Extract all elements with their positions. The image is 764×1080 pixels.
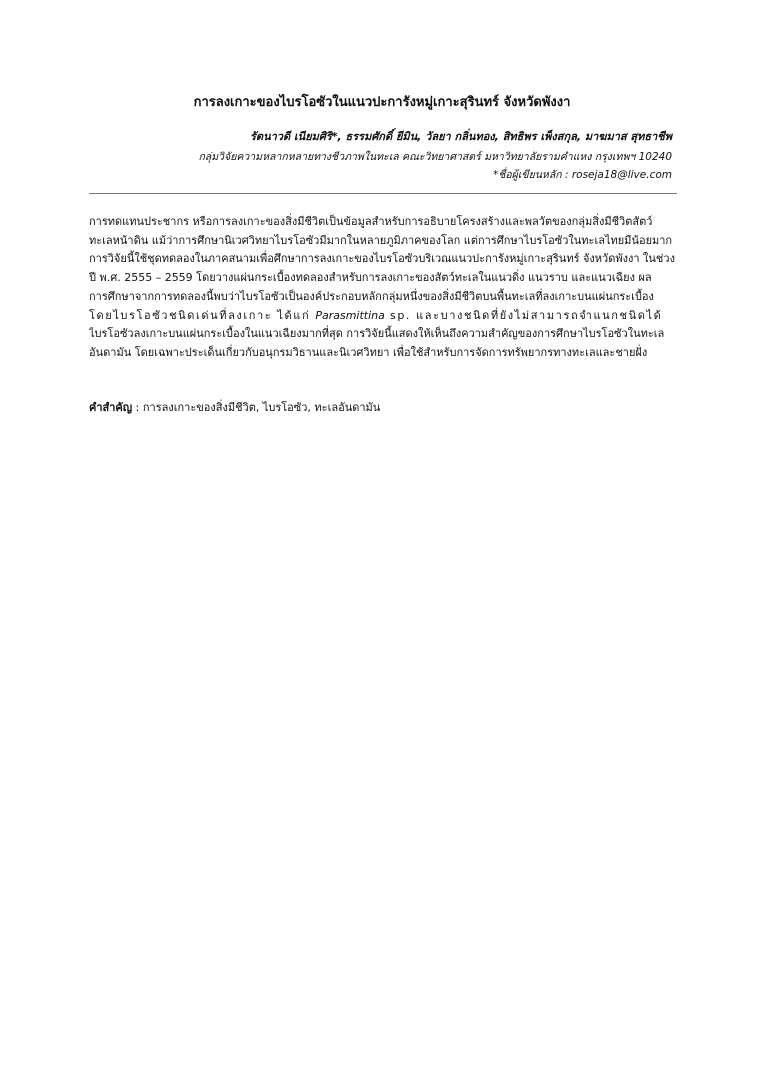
paper-title: การลงเกาะของไบรโอซัวในแนวปะการังหมู่เกาะสุรินทร์ จังหวัดพังงา: [193, 95, 571, 110]
abstract-line-species: [89, 307, 679, 326]
keywords-text: การลงเกาะของสิ่งมีชีวิต, ไบรโอซัว, ทะเลอันดามัน: [142, 401, 381, 414]
author-list: รัตนาวดี เนียมศิริ*, ธรรมศักดิ์ ยีมิน, วัลยา กลิ่นทอง, สิทธิพร เพ็งสกุล, มาฆมาส สุทธาชีพ: [250, 130, 672, 143]
abstract: [89, 213, 679, 363]
abstract-text: โดยไบรโอซัวชนิดเด่นที่ลงเกาะ ได้แก่: [89, 308, 311, 322]
abstract-line: ไบรโอซัวลงเกาะบนแผ่นกระเบื้องในแนวเฉียงมากที่สุด การวิจัยนี้แสดงให้เห็นถึงความสำคัญของการศึกษาไบรโอซัวในทะเล: [89, 327, 665, 341]
species-name: Parasmittina: [315, 308, 385, 322]
abstract-line: การศึกษาจากการทดลองนี้พบว่าไบรโอซัวเป็นองค์ประกอบหลักกลุ่มหนึ่งของสิ่งมีชีวิตบนพื้นทะเลที่ลงเกาะบนแผ่นกระเบื้อง: [89, 289, 654, 303]
header-divider: [89, 193, 677, 194]
corresponding-author: [72, 166, 672, 184]
keywords: [89, 399, 679, 417]
affiliation: กลุ่มวิจัยความหลากหลายทางชีวภาพในทะเล คณะวิทยาศาสตร์ มหาวิทยาลัยรามคำแหง กรุงเทพฯ 10240: [198, 151, 672, 163]
abstract-line: ปี พ.ศ. 2555 – 2559 โดยวางแผ่นกระเบื้องทดลองสำหรับการลงเกาะของสัตว์ทะเลในแนวดิ่ง แนวราบ และแนวเฉียง ผล: [89, 271, 652, 285]
abstract-line: การวิจัยนี้ใช้ชุดทดลองในภาคสนามเพื่อศึกษาการลงเกาะของไบรโอซัวบริเวณแนวปะการังหมู่เกาะสุรินทร์ จังหวัดพังงา ในช่วง: [89, 252, 675, 266]
keywords-label: คำสำคัญ: [89, 401, 133, 414]
corresponding-email[interactable]: roseja18@live.com: [571, 169, 672, 181]
keywords-separator: :: [132, 401, 143, 414]
abstract-line: อันดามัน โดยเฉพาะประเด็นเกี่ยวกับอนุกรมวิธานและนิเวศวิทยา เพื่อใช้สำหรับการจัดการทรัพยากรทางทะเลและชายฝั่ง: [89, 345, 648, 359]
abstract-text: sp. และบางชนิดที่ยังไม่สามารถจำแนกชนิดได้: [389, 308, 663, 322]
abstract-line: ทะเลหน้าดิน แม้ว่าการศึกษานิเวศวิทยาไบรโอซัวมีมากในหลายภูมิภาคของโลก แต่การศึกษาไบรโอซัวในทะเลไทยมีน้อยมาก: [89, 233, 673, 247]
abstract-line: การทดแทนประชากร หรือการลงเกาะของสิ่งมีชีวิตเป็นข้อมูลสำหรับการอธิบายโครงสร้างและพลวัตของกลุ่มสิ่งมีชีวิตสัตว์: [89, 215, 653, 228]
corresponding-label: *ชื่อผู้เขียนหลัก :: [492, 169, 569, 181]
